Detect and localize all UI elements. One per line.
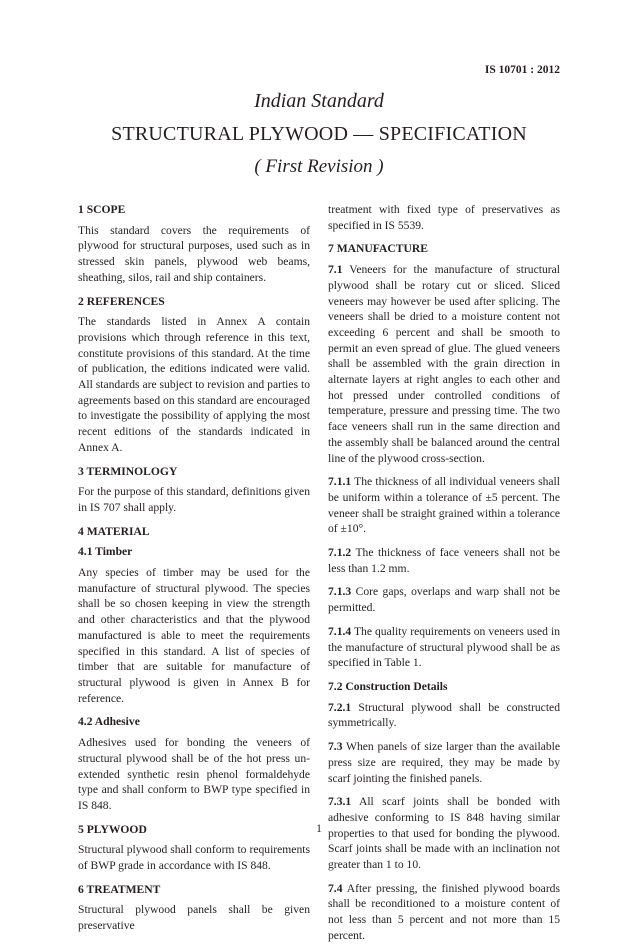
paragraph-references: The standards listed in Annex A contain provisions which through reference in this text, constitute provisions of this standard. At the time of publication, the editions indicated were valid. All standards are subject to revision and parties to agreements based on this standard are encouraged to investigate the possibility of applying the most recent editions of the standards indicated in Annex A. <box>78 315 310 454</box>
clause-text: After pressing, the finished plywood boards shall be reconditioned to a moisture content of not less than 5 percent and not more than 15 percent. <box>328 881 560 942</box>
clause-text: All scarf joints shall be bonded with adhesive conforming to IS 848 having similar properties to that used for bonding the plywood. Scarf joints shall be made with an inclination not greater than 1 to 10. <box>328 795 560 872</box>
clause-text: The thickness of all individual veneers shall be uniform within a tolerance of ±5 percent. The veneer shall be straight grained within a tolerance of ±10°. <box>328 475 560 536</box>
clause-7-4 <box>328 881 560 944</box>
clause-text: The quality requirements on veneers used in the manufacture of structural plywood shall be as specified in Table 1. <box>328 624 560 670</box>
subsection-heading-timber: 4.1 Timber <box>78 545 133 559</box>
paragraph-plywood: Structural plywood shall conform to requirements of BWP grade in accordance with IS 848. <box>78 843 310 873</box>
clause-number: 7.4 <box>328 881 343 895</box>
clause-number: 7.2.1 <box>328 700 352 714</box>
paragraph-scope: This standard covers the requirements of plywood for structural purposes, used such as in stressed skin panels, plywood web beams, sheathing, silos, rail and ship containers. <box>78 223 310 284</box>
clause-number: 7.3 <box>328 740 343 754</box>
clause-number: 7.1.1 <box>328 475 352 489</box>
section-heading-material: 4 MATERIAL <box>78 524 150 538</box>
paragraph-timber: Any species of timber may be used for the manufacture of structural plywood. The species shall be so chosen keeping in view the strength and other characteristics and that the plywood manufactured is able to meet the requirements specified in this standard. A list of species of timber that are suitable for manufacture of structural plywood is given in Annex B for reference. <box>78 566 310 705</box>
clause-7-1 <box>328 262 560 466</box>
clause-text: Veneers for the manufacture of structural plywood shall be rotary cut or sliced. Sliced veneers may however be used after splicing. The veneers shall be dried to a moisture content not exceeding 6 percent and shall be smooth to permit an even spread of glue. The glued veneers shall be assembled with the grain direction in alternate layers at right angles to each other and hot pressed under controlled conditions of temperature, pressure and pressing time. The two face veneers shall run in the same direction and the assembly shall be balanced around the central line of the plywood cross-section. <box>328 263 560 465</box>
clause-7-1-1 <box>328 474 560 537</box>
section-heading-scope: 1 SCOPE <box>78 203 126 216</box>
clause-7-3 <box>328 739 560 786</box>
clause-7-1-4 <box>328 624 560 671</box>
subsection-heading-construction: 7.2 Construction Details <box>328 679 448 693</box>
section-heading-manufacture: 7 MANUFACTURE <box>328 242 428 256</box>
clause-text: Core gaps, overlaps and warp shall not be permitted. <box>328 585 560 615</box>
clause-text: When panels of size larger than the available press size are required, they may be made by scarf jointing the finished panels. <box>328 740 560 785</box>
subsection-heading-adhesive: 4.2 Adhesive <box>78 715 140 729</box>
title-block <box>0 88 638 180</box>
clause-text: Structural plywood shall be constructed symmetrically. <box>328 700 560 730</box>
page-number: 1 <box>316 823 322 835</box>
standard-number: IS 10701 : 2012 <box>484 64 560 76</box>
section-heading-terminology: 3 TERMINOLOGY <box>78 464 178 478</box>
clause-number: 7.1.3 <box>328 585 352 599</box>
paragraph-treatment-continued: treatment with fixed type of preservatives as specified in IS 5539. <box>328 203 560 232</box>
clause-7-1-3 <box>328 584 560 615</box>
clause-number: 7.3.1 <box>328 795 352 809</box>
right-column <box>328 202 560 952</box>
title-indian-standard: Indian Standard <box>254 90 384 112</box>
revision-label: ( First Revision ) <box>254 156 384 177</box>
clause-7-2-1 <box>328 700 560 731</box>
clause-number: 7.1.2 <box>328 546 352 560</box>
document-title: STRUCTURAL PLYWOOD — SPECIFICATION <box>111 123 527 145</box>
paragraph-treatment: Structural plywood panels shall be given preservative <box>78 903 310 933</box>
section-heading-references: 2 REFERENCES <box>78 294 165 308</box>
clause-number: 7.1 <box>328 263 343 277</box>
clause-7-1-2 <box>328 545 560 576</box>
clause-text: The thickness of face veneers shall not be less than 1.2 mm. <box>328 546 560 575</box>
paragraph-adhesive: Adhesives used for bonding the veneers of structural plywood shall be of the hot press un-extended synthetic resin phenol formaldehyde type and shall conform to BWP type specified in IS 848. <box>78 736 310 812</box>
section-heading-plywood: 5 PLYWOOD <box>78 822 147 836</box>
clause-number: 7.1.4 <box>328 624 352 638</box>
paragraph-terminology: For the purpose of this standard, definitions given in IS 707 shall apply. <box>78 485 310 514</box>
section-heading-treatment: 6 TREATMENT <box>78 882 161 896</box>
